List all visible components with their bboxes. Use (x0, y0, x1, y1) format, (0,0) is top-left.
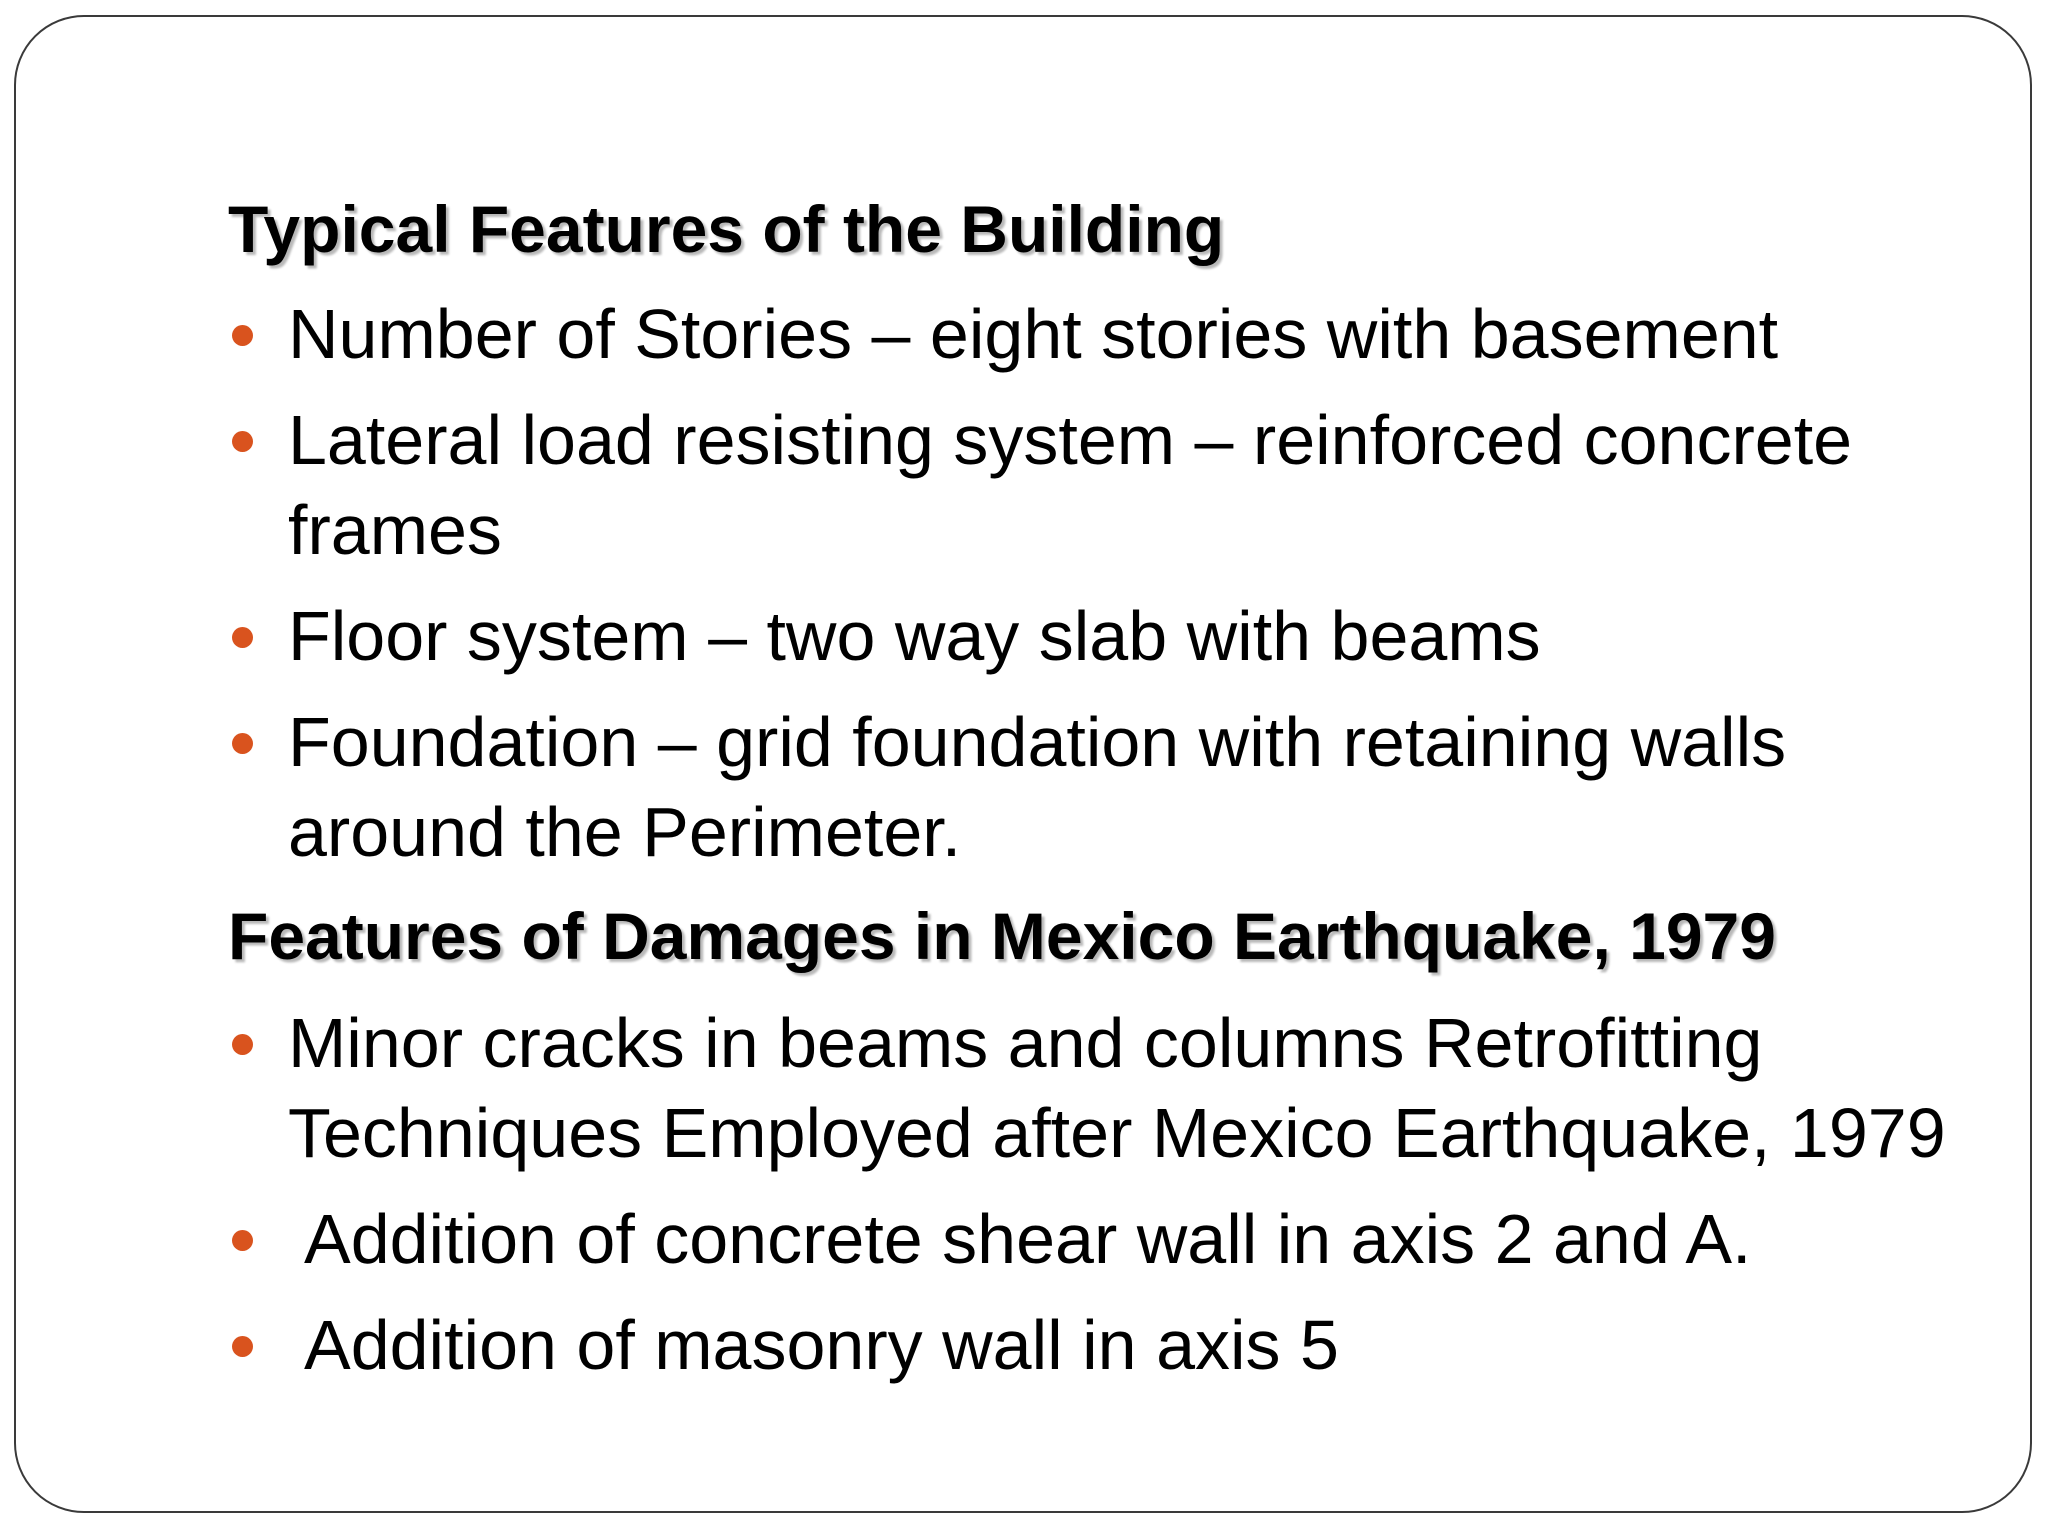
building-features-list (228, 289, 1948, 877)
bullet-dot-icon (232, 325, 253, 346)
bullet-dot-icon (232, 431, 253, 452)
list-item (228, 998, 1948, 1178)
bullet-dot-icon (232, 1034, 253, 1055)
list-item-text: Addition of concrete shear wall in axis 2 and A. (304, 1200, 1752, 1278)
bullet-dot-icon (232, 1230, 253, 1251)
list-item (228, 395, 1948, 575)
bullet-dot-icon (232, 627, 253, 648)
list-item (228, 697, 1948, 877)
list-item-text: Floor system – two way slab with beams (288, 597, 1541, 675)
list-item-text: Number of Stories – eight stories with basement (288, 295, 1779, 373)
list-item-text: Minor cracks in beams and columns Retrofitting Techniques Employed after Mexico Earthquake, 1979 (288, 1004, 1946, 1172)
list-item (228, 1194, 1948, 1284)
list-item-text: Lateral load resisting system – reinforced concrete frames (288, 401, 1853, 569)
damage-features-list (228, 998, 1948, 1390)
heading-damage-features: Features of Damages in Mexico Earthquake, 1979 (228, 899, 1776, 973)
list-item-text: Addition of masonry wall in axis 5 (304, 1306, 1339, 1384)
list-item (228, 1300, 1948, 1390)
bullet-dot-icon (232, 733, 253, 754)
bullet-dot-icon (232, 1336, 253, 1357)
list-item-text: Foundation – grid foundation with retaining walls around the Perimeter. (288, 703, 1787, 871)
list-item (228, 591, 1948, 681)
list-item (228, 289, 1948, 379)
heading-building-features: Typical Features of the Building (228, 192, 1225, 266)
slide-content (228, 186, 1948, 1390)
